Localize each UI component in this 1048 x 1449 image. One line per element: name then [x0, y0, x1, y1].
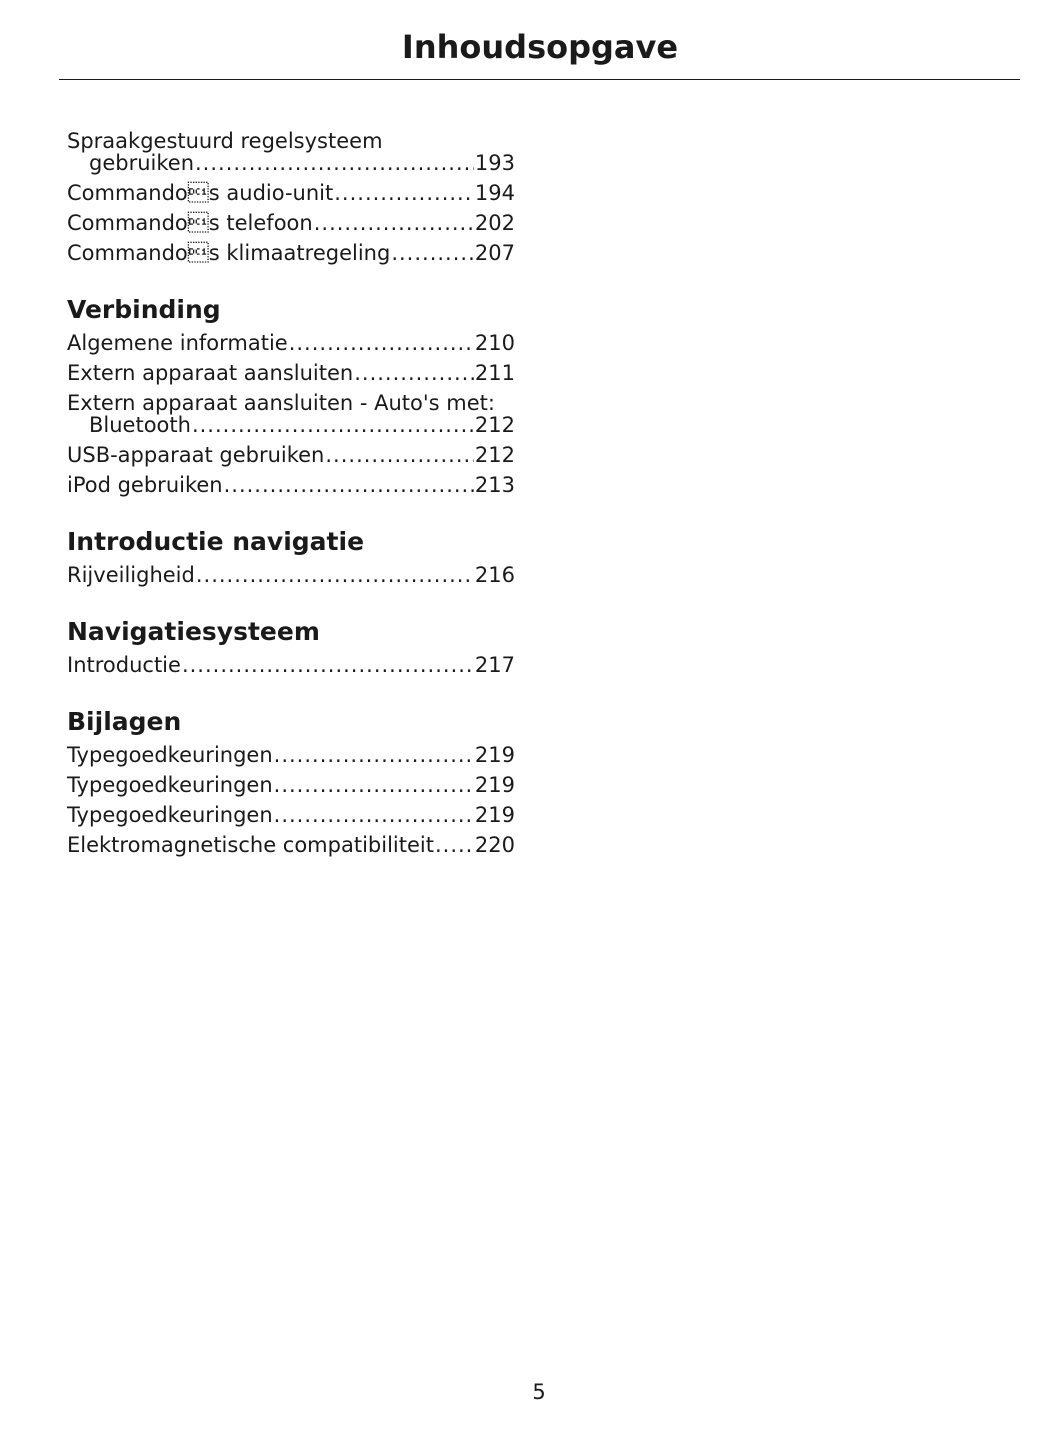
toc-entry[interactable] — [67, 440, 515, 470]
dot-leader — [274, 800, 474, 830]
toc-entry-page: 219 — [474, 743, 515, 767]
toc-entry[interactable] — [67, 800, 515, 830]
toc-entry-label: Bluetooth — [89, 413, 191, 437]
dot-leader — [182, 650, 474, 680]
toc-entry-label-line1: Extern apparaat aansluiten - Auto's met: — [67, 391, 495, 415]
dot-leader — [274, 770, 474, 800]
toc-entry-label: Commandos telefoon — [67, 211, 313, 235]
toc-entry-page: 193 — [474, 151, 515, 175]
toc-entry-page: 207 — [474, 241, 515, 265]
toc-entry-label: iPod gebruiken — [67, 473, 223, 497]
toc-entry[interactable] — [67, 740, 515, 770]
toc-section-navigatiesysteem — [67, 616, 515, 680]
toc-entry-page: 219 — [474, 803, 515, 827]
toc-entry-page: 210 — [474, 331, 515, 355]
toc-entry-label: USB-apparaat gebruiken — [67, 443, 325, 467]
toc-entry-label: Algemene informatie — [67, 331, 288, 355]
toc-entry-label: Introductie — [67, 653, 181, 677]
toc-entry-label: Extern apparaat aansluiten — [67, 361, 354, 385]
toc-entry-label-line1: Spraakgestuurd regelsysteem — [67, 129, 383, 153]
toc-section-bijlagen — [67, 706, 515, 860]
toc-section-verbinding — [67, 294, 515, 500]
toc-entry-label: Typegoedkeuringen — [67, 803, 273, 827]
section-heading[interactable]: Introductie navigatie — [67, 527, 365, 556]
toc-entry-label: Commandos audio-unit — [67, 181, 334, 205]
toc-entry[interactable] — [67, 126, 515, 178]
toc-entry-page: 194 — [474, 181, 515, 205]
toc-entry-label: gebruiken — [89, 151, 194, 175]
toc-entry[interactable] — [67, 560, 515, 590]
dot-leader — [325, 440, 474, 470]
dot-leader — [289, 328, 474, 358]
dot-leader — [391, 238, 474, 268]
toc-entry-label: Typegoedkeuringen — [67, 773, 273, 797]
dot-leader — [274, 740, 474, 770]
dot-leader — [192, 414, 474, 436]
toc-entry[interactable] — [67, 650, 515, 680]
toc-entry-page: 212 — [474, 413, 515, 437]
toc-entry[interactable] — [67, 770, 515, 800]
toc-entry-page: 216 — [474, 563, 515, 587]
dot-leader — [224, 470, 474, 500]
dot-leader — [196, 560, 474, 590]
toc-entry[interactable] — [67, 208, 515, 238]
toc-entry-page: 211 — [474, 361, 515, 385]
toc-entry-page: 217 — [474, 653, 515, 677]
toc-entry-page: 202 — [474, 211, 515, 235]
section-heading[interactable]: Navigatiesysteem — [67, 617, 320, 646]
toc-entry[interactable] — [67, 238, 515, 268]
toc-entry[interactable] — [67, 328, 515, 358]
toc-entry-page: 212 — [474, 443, 515, 467]
toc-entry-page: 219 — [474, 773, 515, 797]
dot-leader — [195, 152, 474, 174]
toc-entry-label: Elektromagnetische compatibiliteit — [67, 833, 434, 857]
table-of-contents — [67, 126, 515, 860]
dot-leader — [334, 178, 474, 208]
toc-entry[interactable] — [67, 470, 515, 500]
toc-entry-page: 213 — [474, 473, 515, 497]
dot-leader — [314, 208, 474, 238]
section-heading[interactable]: Verbinding — [67, 295, 221, 324]
toc-intro-group — [67, 126, 515, 268]
page-title: Inhoudsopgave — [401, 28, 679, 66]
toc-entry-label: Commandos klimaatregeling — [67, 241, 391, 265]
section-heading[interactable]: Bijlagen — [67, 707, 182, 736]
title-divider — [59, 79, 1020, 80]
toc-entry[interactable] — [67, 388, 515, 440]
toc-entry[interactable] — [67, 830, 515, 860]
dot-leader — [435, 830, 474, 860]
toc-entry-label: Rijveiligheid — [67, 563, 195, 587]
toc-entry-label: Typegoedkeuringen — [67, 743, 273, 767]
dot-leader — [354, 358, 474, 388]
page-number: 5 — [532, 1380, 546, 1404]
toc-entry[interactable] — [67, 178, 515, 208]
toc-entry[interactable] — [67, 358, 515, 388]
toc-entry-page: 220 — [474, 833, 515, 857]
toc-section-introductie-navigatie — [67, 526, 515, 590]
